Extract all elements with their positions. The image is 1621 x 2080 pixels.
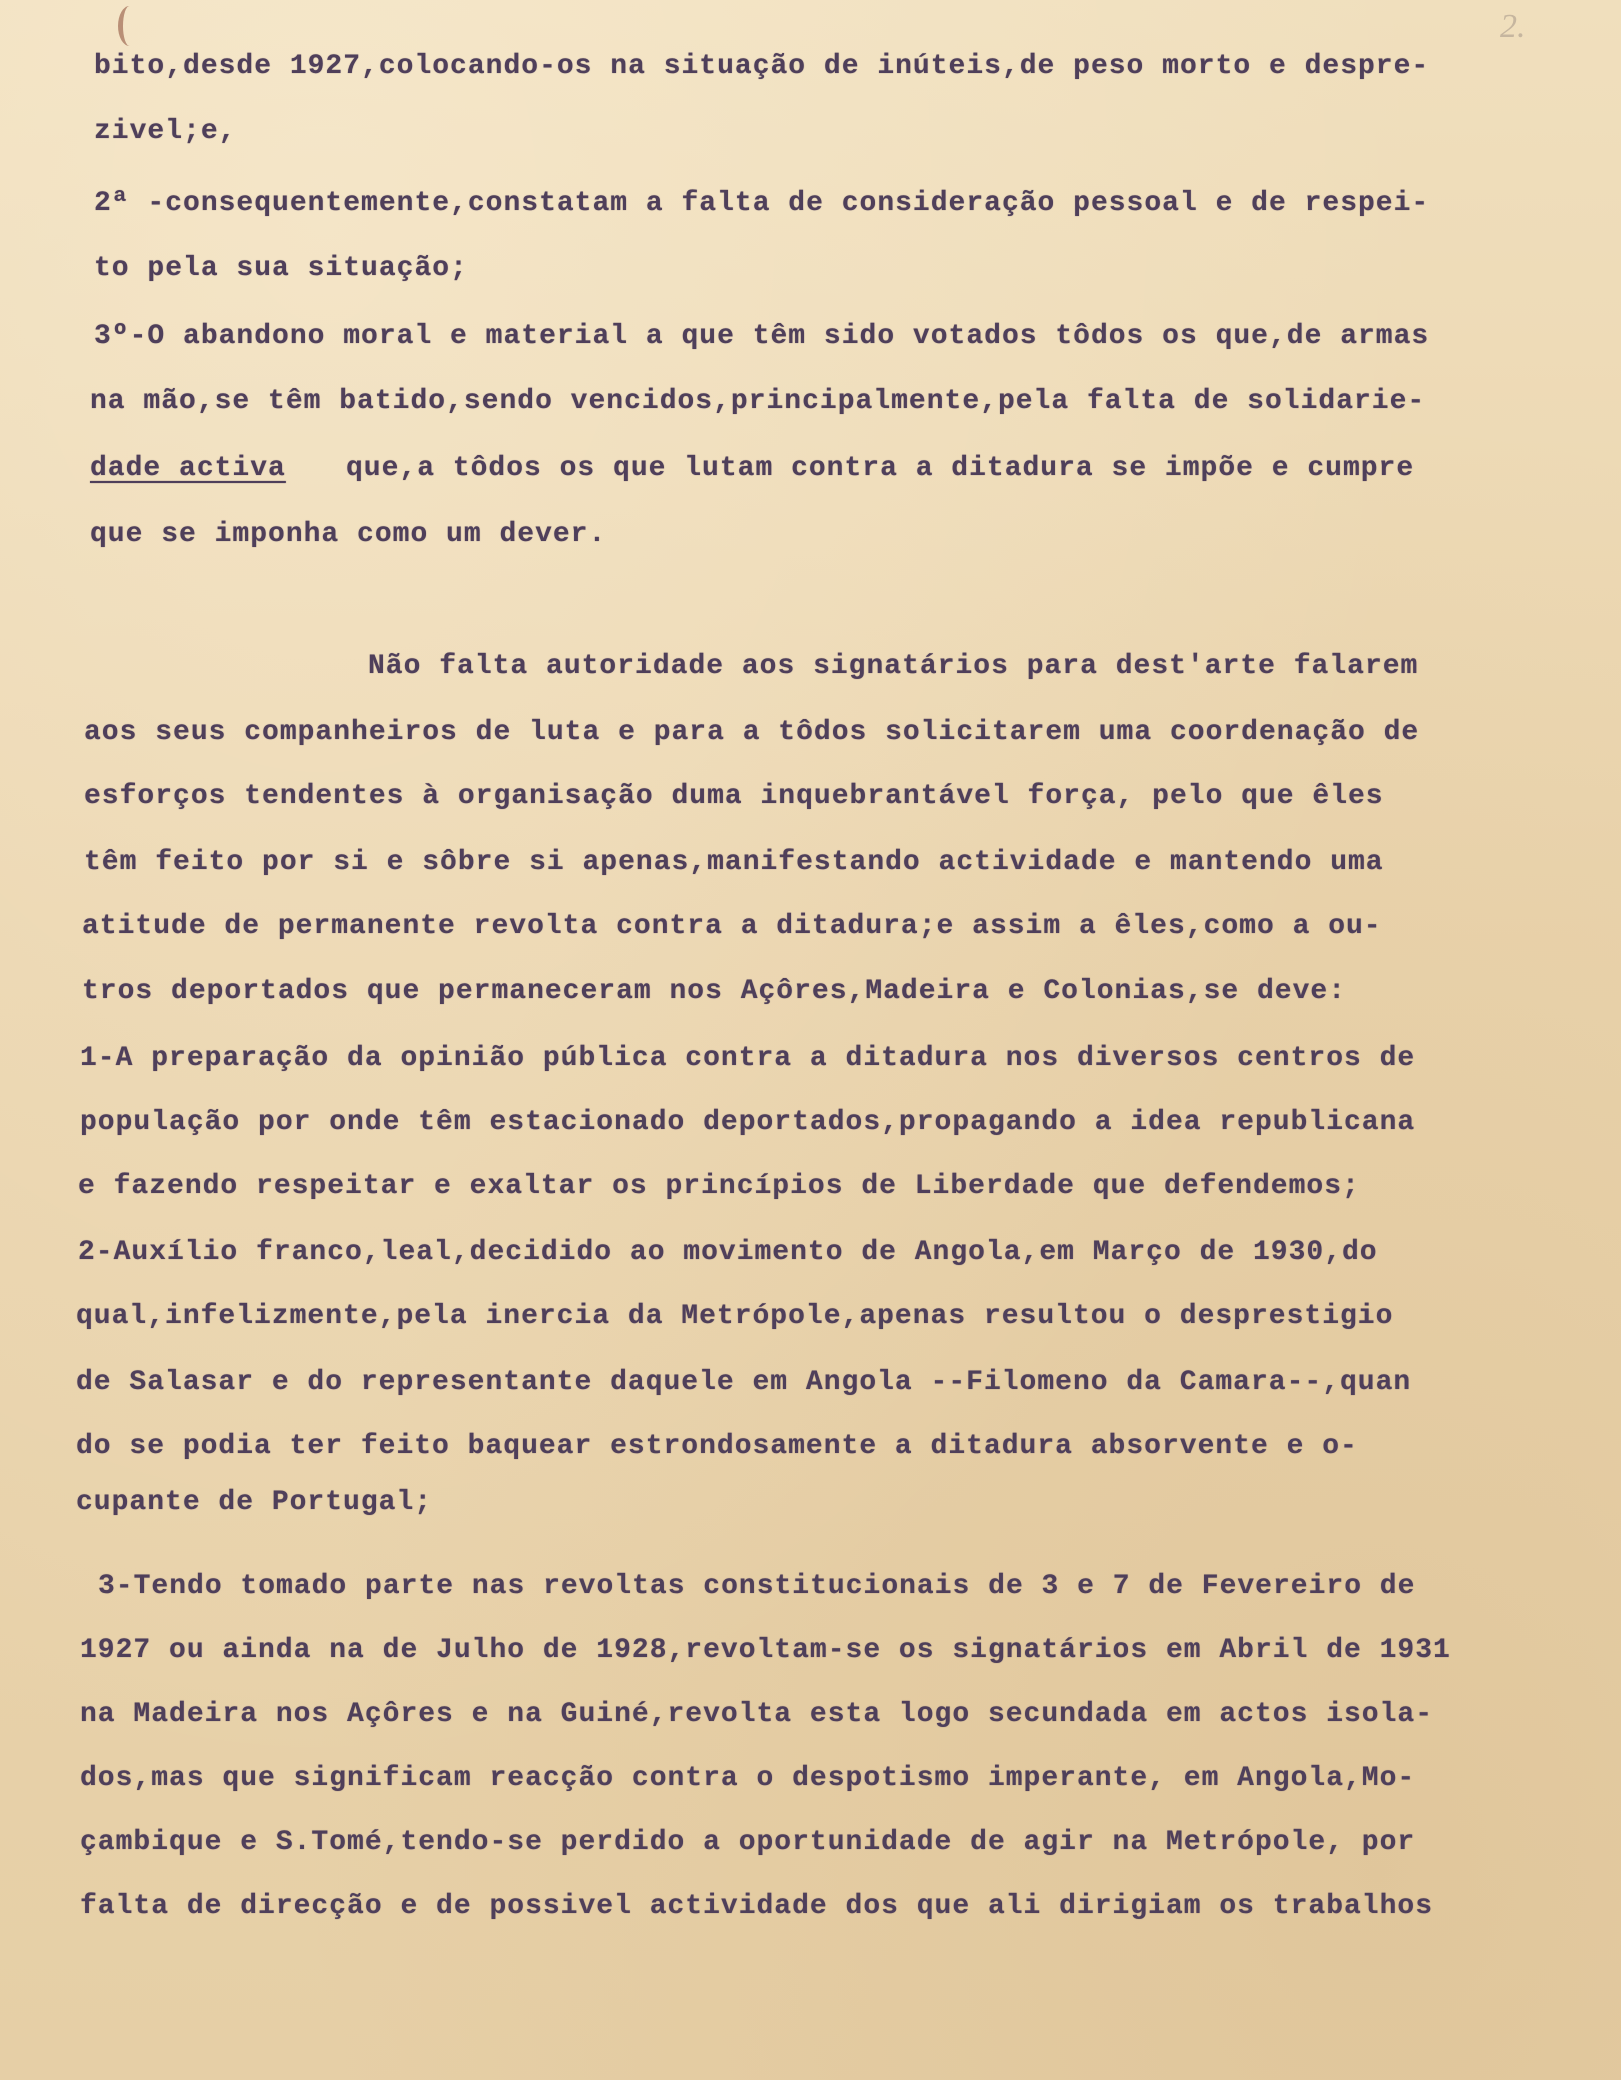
underlined-phrase: dade activa [90, 453, 286, 484]
text-line: população por onde têm estacionado deportados,propagando a idea republicana [80, 1107, 1416, 1138]
text-line: do se podia ter feito baquear estrondosamente a ditadura absorvente e o- [76, 1431, 1358, 1462]
ink-stain [118, 6, 141, 46]
text-line: çambique e S.Tomé,tendo-se perdido a oportunidade de agir na Metrópole, por [80, 1827, 1416, 1858]
text-line: 3-Tendo tomado parte nas revoltas constitucionais de 3 e 7 de Fevereiro de [98, 1571, 1416, 1602]
page-number: 2. [1500, 8, 1526, 45]
text-line: cupante de Portugal; [76, 1487, 433, 1518]
text-line: falta de direcção e de possivel actividade dos que ali dirigiam os trabalhos [80, 1891, 1434, 1922]
text-line: têm feito por si e sôbre si apenas,manifestando actividade e mantendo uma [84, 847, 1384, 878]
text-line: na mão,se têm batido,sendo vencidos,principalmente,pela falta de solidarie- [90, 386, 1426, 417]
text-line: na Madeira nos Açôres e na Guiné,revolta esta logo secundada em actos isola- [80, 1699, 1434, 1730]
text-line: 2ª -consequentemente,constatam a falta de consideração pessoal e de respei- [94, 188, 1430, 219]
text-line: 1-A preparação da opinião pública contra a ditadura nos diversos centros de [80, 1043, 1416, 1074]
text-line: que se imponha como um dever. [90, 519, 607, 550]
text-line: aos seus companheiros de luta e para a tôdos solicitarem uma coordenação de [84, 717, 1420, 748]
text-line: qual,infelizmente,pela inercia da Metrópole,apenas resultou o desprestigio [76, 1301, 1394, 1332]
text-line: to pela sua situação; [94, 253, 468, 284]
text-line: 3º-O abandono moral e material a que têm sido votados tôdos os que,de armas [94, 321, 1430, 352]
text-line: zivel;e, [94, 116, 237, 147]
text-line: esforços tendentes à organisação duma inquebrantável força, pelo que êles [84, 781, 1384, 812]
text-line: tros deportados que permaneceram nos Açôres,Madeira e Colonias,se deve: [82, 976, 1346, 1007]
text-line: que,a tôdos os que lutam contra a ditadura se impõe e cumpre [346, 453, 1415, 484]
text-line: bito,desde 1927,colocando-os na situação de inúteis,de peso morto e despre- [94, 51, 1430, 82]
text-line: e fazendo respeitar e exaltar os princípios de Liberdade que defendemos; [78, 1171, 1360, 1202]
text-line: dos,mas que significam reacção contra o despotismo imperante, em Angola,Mo- [80, 1763, 1416, 1794]
text-line: Não falta autoridade aos signatários para dest'arte falarem [368, 651, 1419, 682]
text-line: atitude de permanente revolta contra a ditadura;e assim a êles,como a ou- [82, 911, 1382, 942]
text-line: de Salasar e do representante daquele em Angola --Filomeno da Camara--,quan [76, 1367, 1412, 1398]
text-line: 2-Auxílio franco,leal,decidido ao movimento de Angola,em Março de 1930,do [78, 1237, 1378, 1268]
text-line: 1927 ou ainda na de Julho de 1928,revoltam-se os signatários em Abril de 1931 [80, 1635, 1451, 1666]
